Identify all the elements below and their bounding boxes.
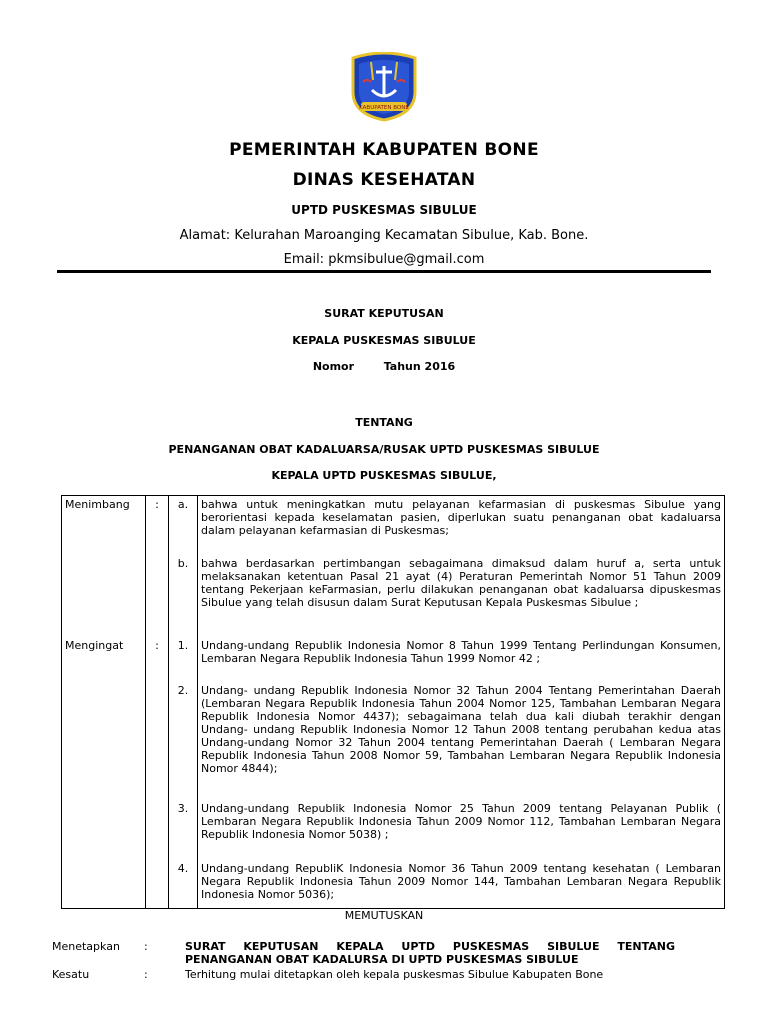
issuer: KEPALA PUSKESMAS SIBULUE (292, 334, 476, 347)
department-title: DINAS KESEHATAN (292, 170, 476, 190)
menetapkan-label: Menetapkan (52, 940, 120, 953)
kabupaten-bone-emblem-logo (345, 52, 423, 122)
mengingat-text-3: Undang-undang Republik Indonesia Nomor 25 Tahun 2009 tentang Pelayanan Publik ( Lembaran Negara Republik Indonesia Tahun 2009 Nomor 112, Tambahan Lembaran Negara Republik Indonesia Nomor 5038) ; (201, 801, 721, 841)
mengingat-text-2: Undang- undang Republik Indonesia Nomor 32 Tahun 2004 Tentang Pemerintahan Daerah (Lembaran Negara Republik Indonesia Tahun 2004 Nomor 125, Tambahan Lembaran Negara Republik Indonesia Nomor 4437); sebagaimana telah dua kali diubah terakhir dengan Undang- undang Republik Indonesia Nomor 12 Tahun 2008 tentang perubahan kedua atas Undang-undang Nomor 32 Tahun 2004 tentang Pemerintahan Daerah ( Lembaran Negara Republik Indonesia Tahun 2008 Nomor 59, Tambahan Lembaran Negara Republik Indonesia Nomor 4844); (201, 684, 721, 776)
tentang-heading: TENTANG (355, 416, 413, 429)
mengingat-text-1: Undang-undang Republik Indonesia Nomor 8 Tahun 1999 Tentang Perlindungan Konsumen, Lembaran Negara Republik Indonesia Tahun 1999 Nomor 42 ; (201, 639, 721, 666)
mengingat-text-4: Undang-undang RepubliK Indonesia Nomor 36 Tahun 2009 tentang kesehatan ( Lembaran Negara Republik Indonesia Tahun 2009 Nomor 144, Tambahan Lembaran Negara Republik Indonesia Nomor 5036); (201, 861, 721, 901)
menetapkan-colon: : (144, 940, 148, 953)
nomor-line (0, 360, 768, 373)
menimbang-colon: : (146, 496, 169, 544)
logo-text: KABUPATEN BONE (359, 105, 409, 111)
kesatu-text: Terhitung mulai ditetapkan oleh kepala puskesmas Sibulue Kabupaten Bone (185, 968, 604, 981)
unit-title: UPTD PUSKESMAS SIBULUE (291, 203, 477, 217)
subject-line: PENANGANAN OBAT KADALUARSA/RUSAK UPTD PUSKESMAS SIBULUE (168, 443, 600, 456)
mengingat-num-2: 2. (169, 670, 198, 787)
mengingat-num-4: 4. (169, 848, 198, 909)
considerations-table (61, 495, 725, 909)
menimbang-text-a: bahwa untuk meningkatkan mutu pelayanan kefarmasian di puskesmas Sibulue yang berorientasi kepada keselamatan pasien, diperlukan suatu penanganan obat kadaluarsa dalam pelayanan kefarmasian di Puskesmas; (201, 498, 721, 537)
mengingat-colon: : (146, 631, 169, 670)
menimbang-text-b: bahwa berdasarkan pertimbangan sebagaimana dimaksud dalam huruf a, serta untuk melaksanakan ketentuan Pasal 21 ayat (4) Peraturan Pemerintah Nomor 51 Tahun 2009 tentang Pekerjaan keFarmasian, perlu dilakukan penanganan obat kadaluarsa dipuskesmas Sibulue yang telah disusun dalam Surat Keputusan Kepala Puskesmas Sibulue ; (201, 557, 721, 610)
menimbang-num-b: b. (169, 543, 198, 631)
kesatu-label: Kesatu (52, 968, 90, 981)
doc-type: SURAT KEPUTUSAN (324, 307, 444, 320)
government-title: PEMERINTAH KABUPATEN BONE (229, 140, 539, 160)
mengingat-num-1: 1. (169, 631, 198, 670)
menetapkan-text: SURAT KEPUTUSAN KEPALA UPTD PUSKESMAS SIBULUE TENTANG PENANGANAN OBAT KADALURSA DI UPTD PUSKESMAS SIBULUE (185, 940, 675, 966)
mengingat-num-3: 3. (169, 788, 198, 848)
nomor-label: Nomor (312, 360, 355, 373)
menimbang-num-a: a. (169, 496, 198, 544)
address-line: Alamat: Kelurahan Maroanging Kecamatan Sibulue, Kab. Bone. (179, 228, 589, 243)
kesatu-colon: : (144, 968, 148, 981)
mengingat-label: Mengingat (62, 631, 146, 670)
tahun-label: Tahun 2016 (383, 360, 456, 373)
head-line: KEPALA UPTD PUSKESMAS SIBULUE, (271, 469, 497, 482)
menimbang-label: Menimbang (62, 496, 146, 544)
memutuskan-heading: MEMUTUSKAN (344, 909, 424, 922)
header-divider (57, 270, 711, 273)
email-line: Email: pkmsibulue@gmail.com (283, 252, 485, 267)
